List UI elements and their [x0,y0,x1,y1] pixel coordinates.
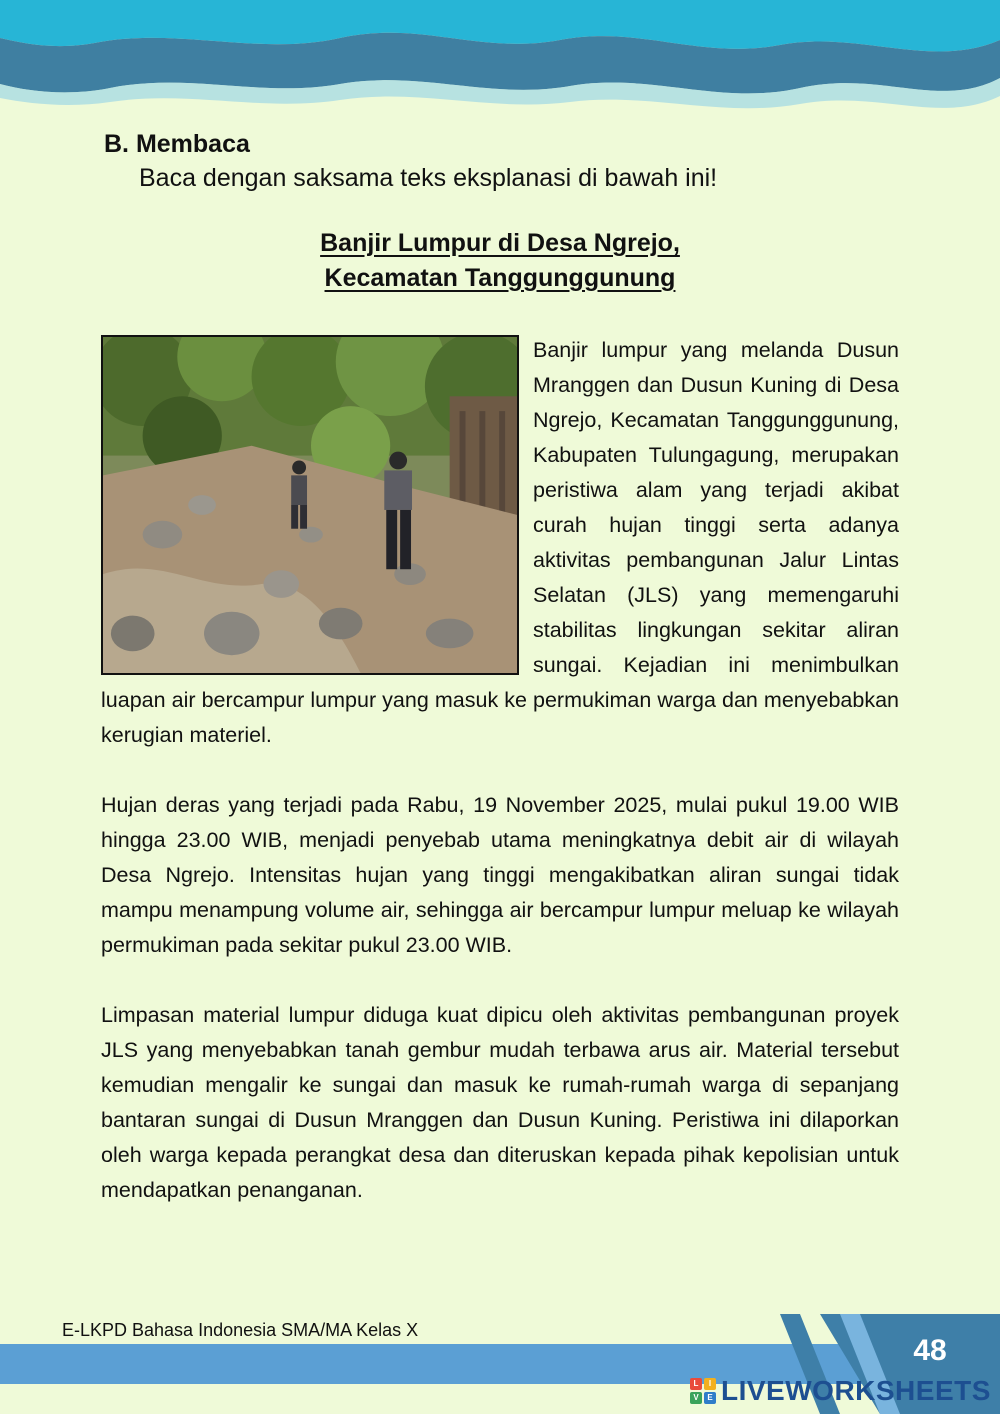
liveworksheets-brand[interactable] [690,1374,991,1408]
liveworksheets-wordmark: LIVEWORKSHEETS [721,1375,991,1406]
logo-letter: I [704,1378,716,1390]
footer-book-title: E-LKPD Bahasa Indonesia SMA/MA Kelas X [62,1320,419,1340]
flood-scene-image [103,337,517,673]
flood-photo [101,335,519,675]
page-number: 48 [913,1334,947,1367]
reading-instruction: Baca dengan saksama teks eksplanasi di bawah ini! [139,164,718,192]
top-wave-decoration [0,0,1000,140]
article-title [0,226,1000,296]
logo-letter: L [690,1378,702,1390]
section-heading: B. Membaca [104,130,250,158]
article-paragraph: Hujan deras yang terjadi pada Rabu, 19 November 2025, mulai pukul 19.00 WIB hingga 23.00 WIB, menjadi penyebab utama meningkatnya debit air di wilayah Desa Ngrejo. Intensitas hujan yang tinggi mengakibatkan aliran sungai tidak mampu menampung volume air, sehingga air bercampur lumpur meluap ke wilayah permukiman pada sekitar pukul 23.00 WIB. [101,793,899,957]
article-title-line-1: Banjir Lumpur di Desa Ngrejo, [320,229,680,257]
logo-letter: V [690,1392,702,1404]
article-paragraph: Limpasan material lumpur diduga kuat dipicu oleh aktivitas pembangunan proyek JLS yang menyebabkan tanah gembur mudah terbawa arus air. Material tersebut kemudian mengalir ke sungai dan masuk ke rumah-rumah warga di sepanjang bantaran sungai di Dusun Mranggen dan Dusun Kuning. Peristiwa ini dilaporkan oleh warga kepada perangkat desa dan diteruskan kepada pihak kepolisian untuk mendapatkan penanganan. [101,1003,899,1202]
article-paragraph: Banjir lumpur yang melanda Dusun Mranggen dan Dusun Kuning di Desa Ngrejo, Kecamatan Tanggunggunung, Kabupaten Tulungagung, merupakan peristiwa alam yang terjadi akibat curah hujan tinggi serta adanya aktivitas pembangunan Jalur Lintas Selatan (JLS) yang memengaruhi stabilitas lingkungan sekitar aliran sungai. Kejadian ini menimbulkan luapan air bercampur lumpur yang masuk ke permukiman warga dan menyebabkan kerugian materiel. [101,338,899,747]
article-title-line-2: Kecamatan Tanggunggunung [324,264,676,292]
article-body [101,333,899,1243]
logo-letter: E [704,1392,716,1404]
liveworksheets-logo-icon [690,1378,716,1404]
